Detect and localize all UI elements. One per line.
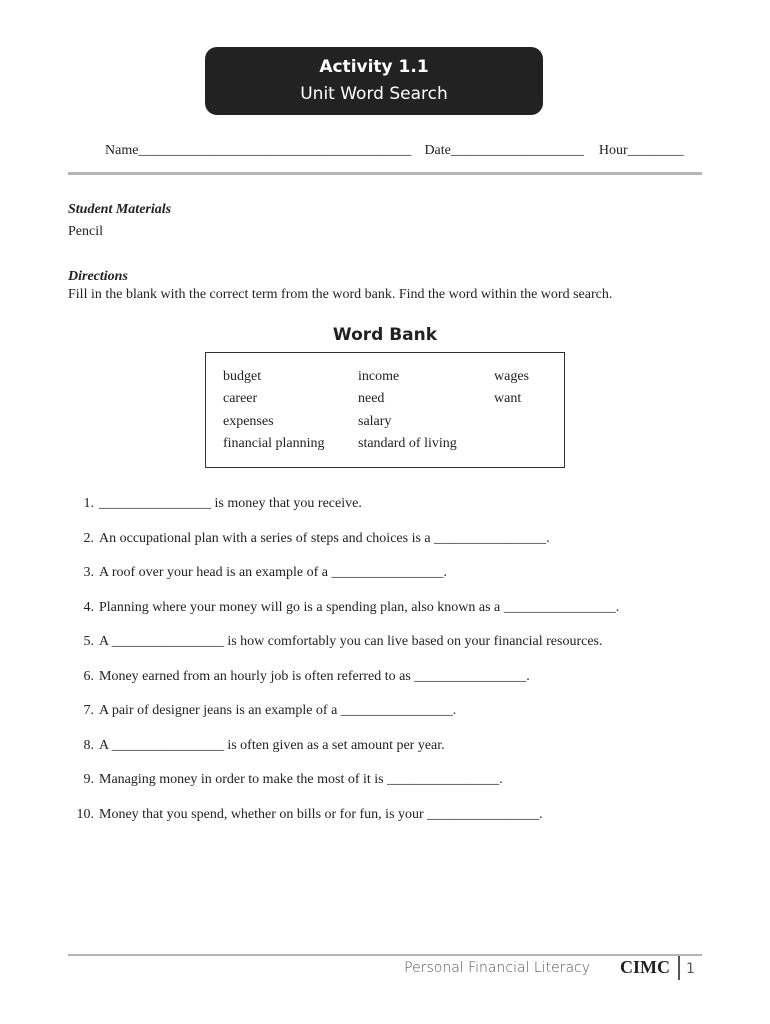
directions-text: Fill in the blank with the correct term from the word bank. Find the word within the word search. [68,287,613,302]
question-number: 3. [83,565,94,580]
question-number: 8. [83,738,94,753]
activity-title-box [205,47,543,115]
question-item [68,634,603,650]
word-bank-item: want [494,391,522,406]
hour-field: Hour________ [598,143,684,158]
word-bank-box [205,352,565,468]
activity-title: Unit Word Search [300,84,448,104]
cimc-logo: CIMC [620,957,670,977]
activity-number: Activity 1.1 [319,57,429,77]
question-item [68,600,619,616]
question-number: 2. [83,531,94,546]
question-number: 5. [83,634,94,649]
question-text: Managing money in order to make the most of it is ________________. [99,772,503,787]
directions-heading: Directions [68,269,128,284]
question-text: A roof over your head is an example of a ________________. [99,565,447,580]
question-number: 4. [83,600,94,615]
question-item [68,807,543,823]
word-bank-item: need [358,391,385,406]
footer-divider [68,954,702,956]
name-date-hour-row [105,143,684,159]
question-item [68,772,503,788]
question-item [68,669,530,685]
question-number: 10. [76,807,94,822]
word-bank-item: salary [358,414,392,429]
question-text: Money earned from an hourly job is often referred to as ________________. [99,669,530,684]
question-item [68,738,445,754]
word-bank-title: Word Bank [332,325,438,345]
question-number: 7. [83,703,94,718]
question-text: Money that you spend, whether on bills or for fun, is your ________________. [99,807,543,822]
question-item [68,703,456,719]
date-field: Date___________________ [424,143,584,158]
footer-vertical-divider [678,956,680,980]
header-divider [68,172,702,175]
question-item [68,496,362,512]
word-bank-item: wages [494,369,529,384]
question-text: A pair of designer jeans is an example of a ________________. [99,703,457,718]
word-bank-item: income [358,369,400,384]
question-text: Planning where your money will go is a spending plan, also known as a ________________. [99,600,620,615]
word-bank-item: financial planning [223,436,325,451]
footer-course-title: Personal Financial Literacy [404,960,590,976]
question-text: An occupational plan with a series of steps and choices is a ________________. [99,531,550,546]
word-bank-item: budget [223,369,262,384]
page-number: 1 [686,961,695,977]
word-bank-item: expenses [223,414,274,429]
materials-heading: Student Materials [68,202,172,217]
question-number: 1. [83,496,94,511]
word-bank-item: standard of living [358,436,457,451]
question-text: ________________ is money that you receive. [99,496,362,511]
question-text: A ________________ is how comfortably you can live based on your financial resources. [99,634,603,649]
question-number: 6. [83,669,94,684]
word-bank-item: career [223,391,258,406]
question-number: 9. [83,772,94,787]
materials-item: Pencil [68,224,103,239]
name-field: Name_______________________________________ [105,143,412,158]
question-item [68,531,550,547]
question-item [68,565,447,581]
question-text: A ________________ is often given as a set amount per year. [99,738,445,753]
